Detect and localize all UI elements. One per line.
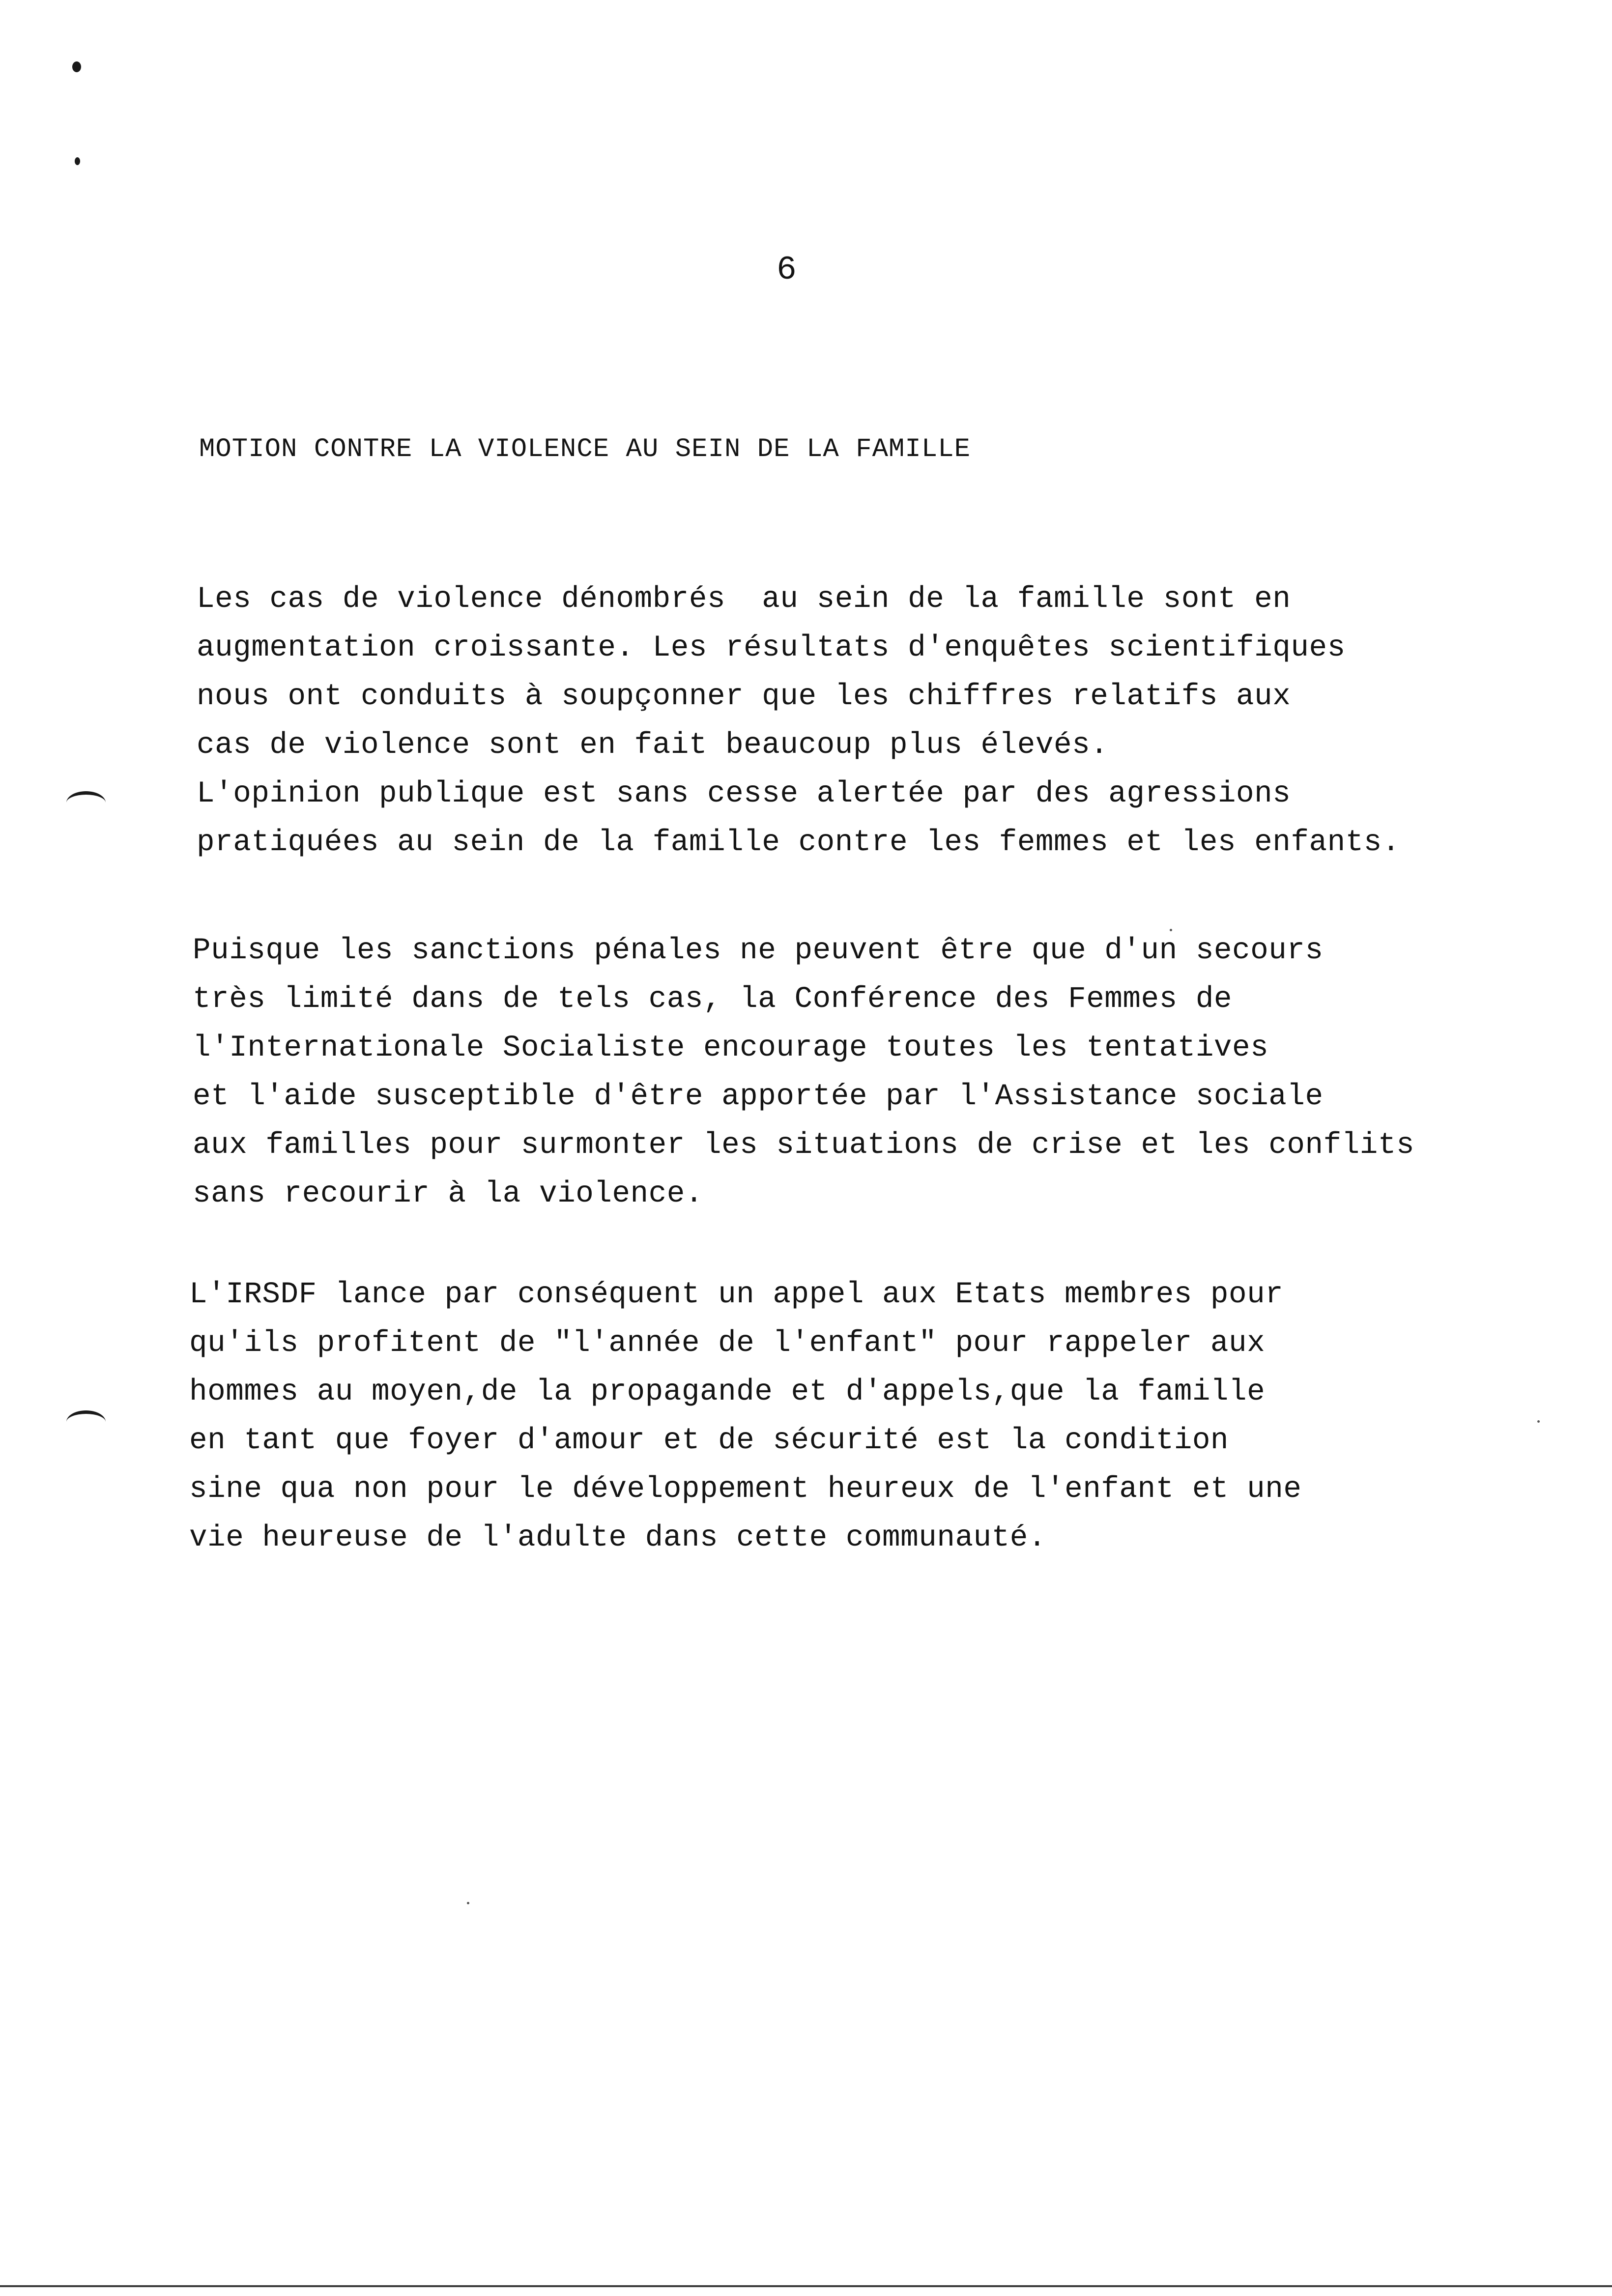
page-number: 6	[777, 251, 797, 289]
paragraph-line: très limité dans de tels cas, la Conférence des Femmes de	[193, 982, 1233, 1016]
paragraph-line: L'opinion publique est sans cesse alertée par des agressions	[197, 777, 1291, 811]
paragraph-line: sans recourir à la violence.	[193, 1177, 703, 1211]
scan-speck	[1537, 1420, 1540, 1423]
paragraph-line: Puisque les sanctions pénales ne peuvent être que d'un secours	[193, 934, 1324, 968]
bottom-edge-rule	[0, 2285, 1612, 2287]
paragraph-line: Les cas de violence dénombrés au sein de la famille sont en	[197, 582, 1291, 616]
paragraph-line: qu'ils profitent de "l'année de l'enfant" pour rappeler aux	[189, 1326, 1266, 1360]
paragraph-line: L'IRSDF lance par conséquent un appel aux Etats membres pour	[189, 1278, 1284, 1312]
punch-hole-mark	[66, 791, 106, 814]
paragraph-line: vie heureuse de l'adulte dans cette communauté.	[189, 1521, 1046, 1555]
paragraph-line: et l'aide susceptible d'être apportée par l'Assistance sociale	[193, 1080, 1324, 1114]
paragraph-line: aux familles pour surmonter les situations de crise et les conflits	[193, 1128, 1415, 1162]
paragraph-2	[193, 926, 1414, 1218]
paragraph-line: augmentation croissante. Les résultats d'enquêtes scientifiques	[197, 631, 1346, 665]
paragraph-line: en tant que foyer d'amour et de sécurité est la condition	[189, 1424, 1229, 1458]
paragraph-line: nous ont conduits à soupçonner que les chiffres relatifs aux	[197, 680, 1291, 714]
paragraph-line: cas de violence sont en fait beaucoup plus élevés.	[197, 728, 1109, 762]
scan-speck	[467, 1902, 469, 1904]
ink-dot-mark	[72, 61, 81, 72]
paragraph-3	[189, 1270, 1301, 1562]
punch-hole-mark	[66, 1410, 106, 1434]
paragraph-line: hommes au moyen,de la propagande et d'appels,que la famille	[189, 1375, 1266, 1409]
document-title: MOTION CONTRE LA VIOLENCE AU SEIN DE LA FAMILLE	[199, 434, 971, 464]
paragraph-1	[197, 575, 1400, 867]
paragraph-line: pratiquées au sein de la famille contre les femmes et les enfants.	[197, 826, 1400, 860]
paragraph-line: sine qua non pour le développement heureux de l'enfant et une	[189, 1472, 1302, 1506]
paragraph-line: l'Internationale Socialiste encourage toutes les tentatives	[193, 1031, 1269, 1065]
ink-dot-mark	[75, 157, 80, 165]
